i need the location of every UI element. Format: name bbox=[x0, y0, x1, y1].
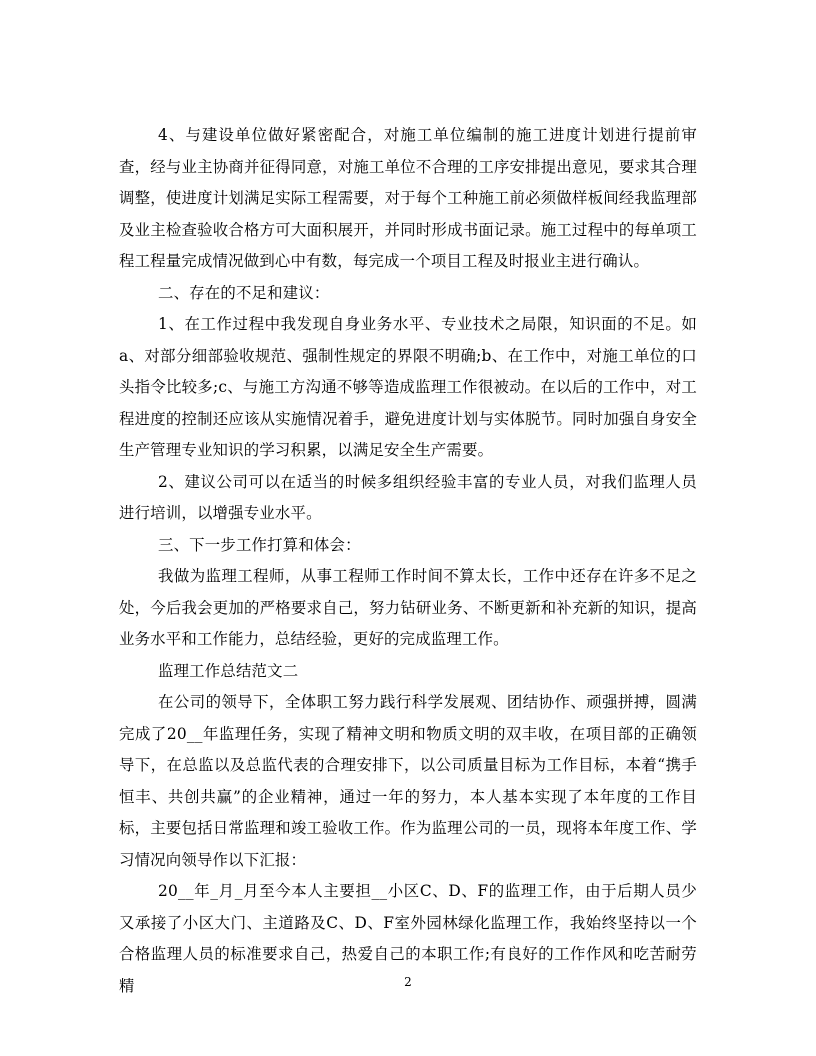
paragraph-reflection: 我做为监理工程师，从事工程师工作时间不算太长，工作中还存在许多不足之处，今后我会更加的严格要求自己，努力钻研业务、不断更新和补充新的知识，提高业务水平和工作能力，总结经验，更好的完成监理工作。 bbox=[119, 567, 697, 648]
paragraph-annual-summary: 在公司的领导下，全体职工努力践行科学发展观、团结协作、顽强拼搏，圆满完成了20__年监理任务，实现了精神文明和物质文明的双丰收，在项目部的正确领导下，在总监以及总监代表的合理安排下，以公司质量目标为工作目标，本着“携手恒丰、共创共赢”的企业精神，通过一年的努力，本人基本实现了本年度的工作目标，主要包括日常监理和竣工验收工作。作为监理公司的一员，现将本年度工作、学习情况向领导作以下汇报： bbox=[119, 693, 697, 869]
page-number: 2 bbox=[404, 975, 412, 989]
heading-sample-two: 监理工作总结范文二 bbox=[158, 661, 299, 680]
document-body bbox=[119, 120, 697, 1002]
heading-shortcomings: 二、存在的不足和建议： bbox=[158, 283, 330, 302]
paragraph-progress-coordination: 4、与建设单位做好紧密配合，对施工单位编制的施工进度计划进行提前审查，经与业主协商并征得同意，对施工单位不合理的工序安排提出意见，要求其合理调整，使进度计划满足实际工程需要，对于每个工种施工前必须做样板间经我监理部及业主检查验收合格方可大面积展开，并同时形成书面记录。施工过程中的每单项工程工程量完成情况做到心中有数，每完成一个项目工程及时报业主进行确认。 bbox=[119, 126, 697, 270]
paragraph-work-scope: 20__年_月_月至今本人主要担__小区C、D、F的监理工作，由于后期人员少又承接了小区大门、主道路及C、D、F室外园林绿化监理工作，我始终坚持以一个合格监理人员的标准要求自己，热爱自己的本职工作;有良好的工作作风和吃苦耐劳精 bbox=[119, 882, 697, 995]
heading-next-steps: 三、下一步工作打算和体会： bbox=[158, 535, 361, 554]
paragraph-shortcoming-1: 1、在工作过程中我发现自身业务水平、专业技术之局限，知识面的不足。如a、对部分细部验收规范、强制性规定的界限不明确;b、在工作中，对施工单位的口头指令比较多;c、与施工方沟通不够等造成监理工作很被动。在以后的工作中，对工程进度的控制还应该从实施情况着手，避免进度计划与实体脱节。同时加强自身安全生产管理专业知识的学习积累，以满足安全生产需要。 bbox=[119, 315, 697, 459]
paragraph-suggestion-2: 2、建议公司可以在适当的时候多组织经验丰富的专业人员，对我们监理人员进行培训，以增强专业水平。 bbox=[119, 472, 697, 522]
